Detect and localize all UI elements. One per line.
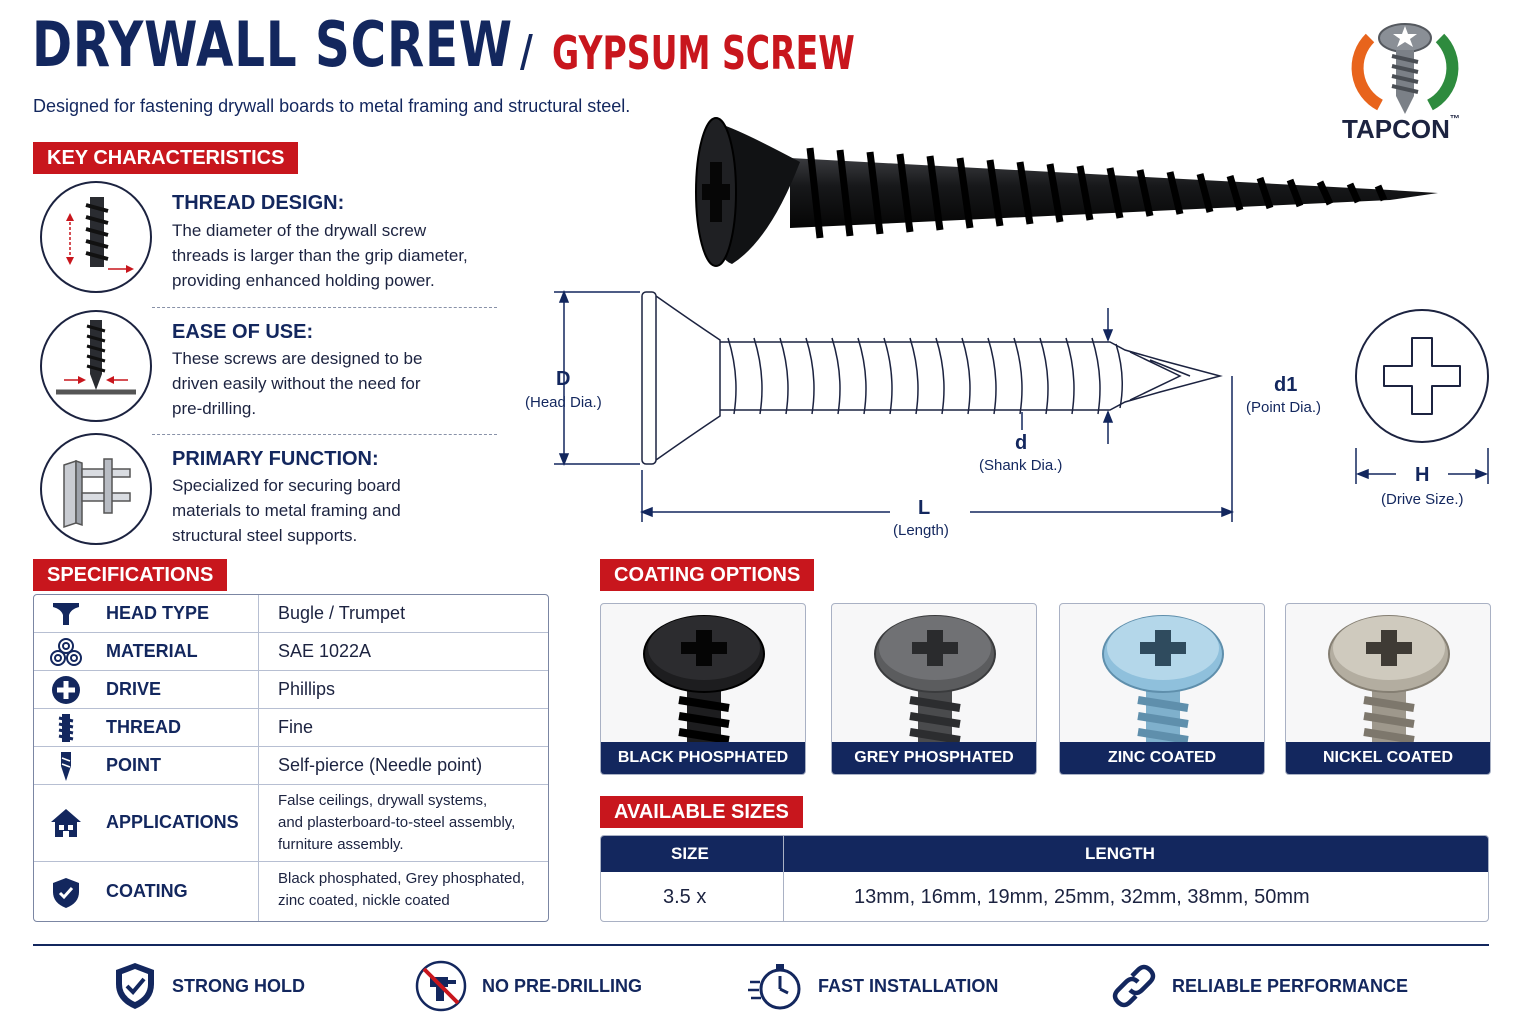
screw-photo xyxy=(660,100,1450,280)
chain-link-icon xyxy=(1110,962,1158,1010)
specifications-table xyxy=(33,594,549,922)
length-column-header: LENGTH xyxy=(1085,844,1155,863)
black-screw-head-icon xyxy=(601,604,806,744)
feature-no-pre-drilling: NO PRE-DRILLING xyxy=(414,960,642,1012)
nickel-screw-head-icon xyxy=(1286,604,1491,744)
page-title: DRYWALL SCREW xyxy=(32,8,513,81)
point-icon xyxy=(34,747,98,784)
coating-card-zinc: ZINC COATED xyxy=(1059,603,1265,775)
head-dia-label: (Head Dia.) xyxy=(525,394,602,411)
thread-design-text: The diameter of the drywall screw threads is larger than the grip diameter, providing enhanced holding power. xyxy=(172,221,468,290)
divider xyxy=(152,307,497,308)
page-description: Designed for fastening drywall boards to metal framing and structural steel. xyxy=(33,96,631,116)
primary-function-icon xyxy=(40,433,152,545)
brand-name: TAPCON xyxy=(1342,114,1450,144)
ease-of-use-title: EASE OF USE: xyxy=(172,321,314,343)
page-subtitle-title: GYPSUM SCREW xyxy=(552,26,855,80)
no-drill-icon xyxy=(414,959,468,1013)
feature-strong-hold: STRONG HOLD xyxy=(112,960,305,1012)
technical-drawing xyxy=(540,280,1260,540)
size-value: 3.5 x xyxy=(663,886,707,908)
stopwatch-icon xyxy=(748,960,804,1012)
shank-dia-symbol: d xyxy=(1015,432,1028,454)
coating-options-label: COATING OPTIONS xyxy=(600,559,814,591)
available-sizes-label: AVAILABLE SIZES xyxy=(600,796,803,828)
divider xyxy=(152,434,497,435)
thread-icon xyxy=(34,709,98,746)
thread-design-title: THREAD DESIGN: xyxy=(172,192,345,214)
head-type-icon xyxy=(34,595,98,632)
house-icon xyxy=(34,785,98,861)
brand-tm: ™ xyxy=(1449,114,1460,125)
spec-row-thread: THREAD Fine xyxy=(34,709,549,747)
drive-icon xyxy=(34,671,98,708)
footer-divider xyxy=(33,944,1489,946)
length-symbol: L xyxy=(918,497,931,519)
sizes-table-header xyxy=(601,836,1488,872)
available-sizes-table xyxy=(600,835,1489,922)
drive-size-symbol: H xyxy=(1415,464,1430,486)
column-divider xyxy=(783,836,784,921)
spec-row-head-type: HEAD TYPE Bugle / Trumpet xyxy=(34,595,549,633)
primary-function-title: PRIMARY FUNCTION: xyxy=(172,448,379,470)
thread-design-icon xyxy=(40,181,152,293)
shank-dia-label: (Shank Dia.) xyxy=(979,457,1063,474)
coating-card-grey: GREY PHOSPHATED xyxy=(831,603,1037,775)
title-slash: / xyxy=(520,26,533,77)
drive-view xyxy=(1352,308,1492,488)
coating-card-nickel: NICKEL COATED xyxy=(1285,603,1491,775)
head-dia-symbol: D xyxy=(556,368,571,390)
primary-function-text: Specialized for securing board materials to metal framing and structural steel supports. xyxy=(172,476,401,545)
shield-check-icon xyxy=(34,862,98,922)
drive-size-label: (Drive Size.) xyxy=(1381,491,1464,508)
spec-row-drive: DRIVE Phillips xyxy=(34,671,549,709)
spec-row-coating: COATING Black phosphated, Grey phosphated, zinc coated, nickle coated xyxy=(34,862,549,922)
feature-reliable-performance: RELIABLE PERFORMANCE xyxy=(1110,960,1408,1012)
material-icon xyxy=(34,633,98,670)
spec-row-applications: APPLICATIONS False ceilings, drywall systems, and plasterboard-to-steel assembly, furniture assembly. xyxy=(34,785,549,862)
grey-screw-head-icon xyxy=(832,604,1037,744)
length-label: (Length) xyxy=(893,522,949,539)
feature-fast-installation: FAST INSTALLATION xyxy=(748,960,998,1012)
specifications-label: SPECIFICATIONS xyxy=(33,559,227,591)
ease-of-use-text: These screws are designed to be driven easily without the need for pre-drilling. xyxy=(172,349,423,418)
key-characteristics-label: KEY CHARACTERISTICS xyxy=(33,142,298,174)
point-dia-symbol: d1 xyxy=(1274,374,1298,396)
size-column-header: SIZE xyxy=(671,844,709,863)
coating-card-black: BLACK PHOSPHATED xyxy=(600,603,806,775)
ease-of-use-icon xyxy=(40,310,152,422)
spec-row-point: POINT Self-pierce (Needle point) xyxy=(34,747,549,785)
zinc-screw-head-icon xyxy=(1060,604,1265,744)
length-value: 13mm, 16mm, 19mm, 25mm, 32mm, 38mm, 50mm xyxy=(854,886,1310,908)
point-dia-label: (Point Dia.) xyxy=(1246,399,1322,416)
shield-check-icon xyxy=(112,961,158,1011)
spec-row-material: MATERIAL SAE 1022A xyxy=(34,633,549,671)
